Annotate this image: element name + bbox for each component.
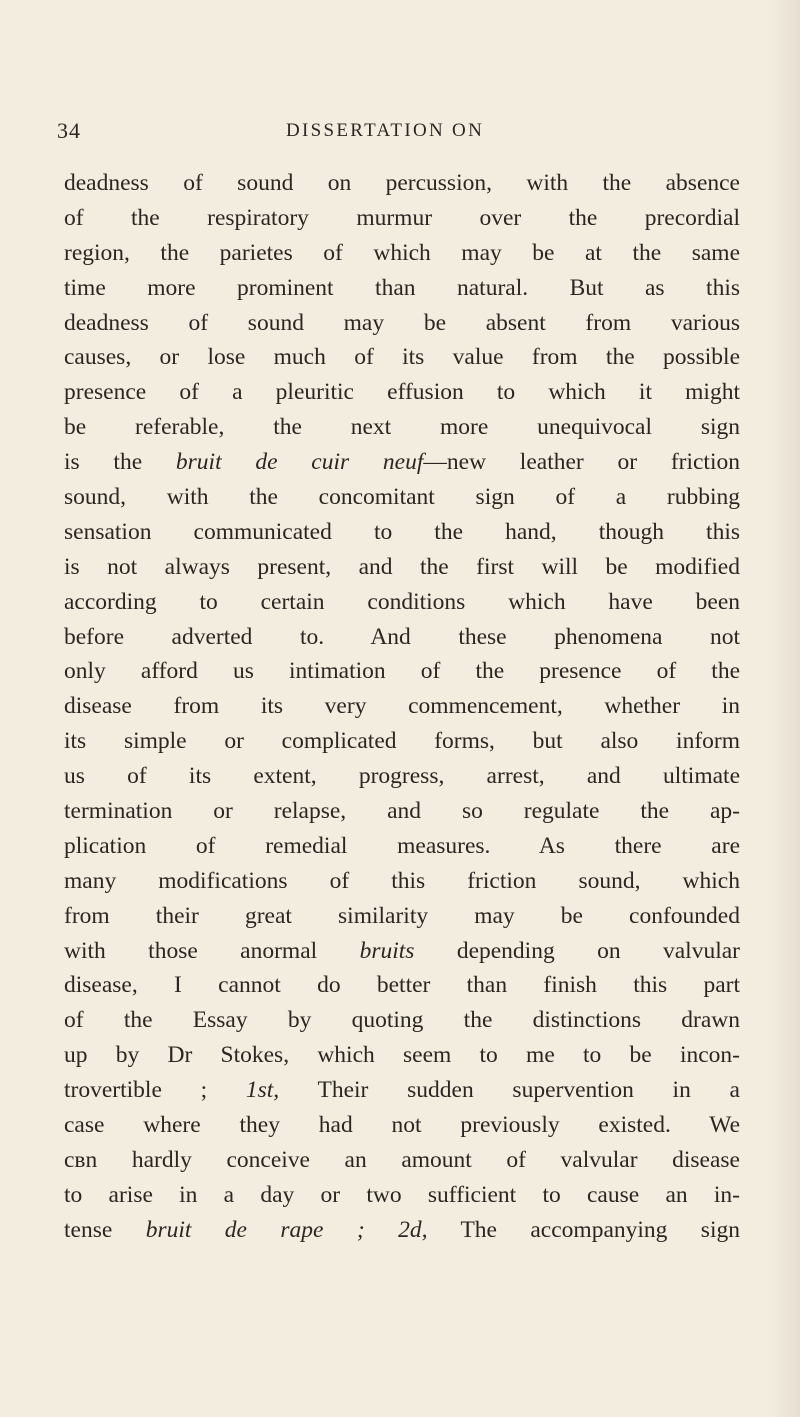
text-line: cвn hardly conceive an amount of valvular disease xyxy=(64,1146,740,1173)
text-line: from their great similarity may be confounded xyxy=(64,902,740,929)
text-line: presence of a pleuritic effusion to which it might xyxy=(64,379,740,406)
text-line: is not always present, and the first will be modified xyxy=(64,553,740,580)
text-line: time more prominent than natural. But as this xyxy=(64,274,740,301)
text-line: plication of remedial measures. As there are xyxy=(64,832,740,859)
page-number: 34 xyxy=(57,118,81,143)
text-line: of the Essay by quoting the distinctions drawn xyxy=(64,1007,740,1034)
italic-term: bruit de cuir neuf xyxy=(175,449,424,476)
text-line: causes, or lose much of its value from the possible xyxy=(64,344,740,371)
text-line: case where they had not previously existed. We xyxy=(64,1112,740,1139)
italic-term: 1st, xyxy=(245,1077,280,1104)
text-line: of the respiratory murmur over the precordial xyxy=(64,204,740,231)
text-line: region, the parietes of which may be at the same xyxy=(64,239,740,266)
running-head: DISSERTATION ON xyxy=(286,120,485,141)
text-line: deadness of sound on percussion, with the absence xyxy=(64,170,740,196)
text-line: sound, with the concomitant sign of a rubbing xyxy=(64,484,740,511)
text-line: according to certain conditions which have been xyxy=(64,588,740,615)
italic-term: 2d, xyxy=(398,1216,428,1243)
text-line: disease, I cannot do better than finish this part xyxy=(64,972,740,999)
text-line: be referable, the next more unequivocal sign xyxy=(64,414,740,441)
body-text xyxy=(64,166,740,1248)
italic-term: bruit de rape ; xyxy=(145,1216,365,1243)
text-line: deadness of sound may be absent from various xyxy=(64,309,740,336)
text-line: many modifications of this friction sound, which xyxy=(64,867,740,894)
text-line: sensation communicated to the hand, though this xyxy=(64,518,740,545)
text-line: its simple or complicated forms, but also inform xyxy=(64,728,740,755)
text-line: up by Dr Stokes, which seem to me to be incon- xyxy=(64,1042,740,1069)
text-line: trovertible ; 1st, Their sudden supervention in a xyxy=(64,1077,740,1104)
text-line: with those anormal bruits depending on valvular xyxy=(64,937,740,964)
text-line: is the bruit de cuir neuf—new leather or friction xyxy=(64,449,740,476)
text-line: tense bruit de rape ; 2d, The accompanying sign xyxy=(64,1216,740,1243)
text-line: only afford us intimation of the presence of the xyxy=(64,658,740,685)
italic-term: bruits xyxy=(359,937,415,964)
text-line: us of its extent, progress, arrest, and ultimate xyxy=(64,763,740,790)
text-line: to arise in a day or two sufficient to cause an in- xyxy=(64,1181,740,1208)
page-header xyxy=(0,118,800,148)
text-line: before adverted to. And these phenomena not xyxy=(64,623,740,650)
text-line: termination or relapse, and so regulate the ap- xyxy=(64,798,740,825)
text-line: disease from its very commencement, whether in xyxy=(64,693,740,720)
